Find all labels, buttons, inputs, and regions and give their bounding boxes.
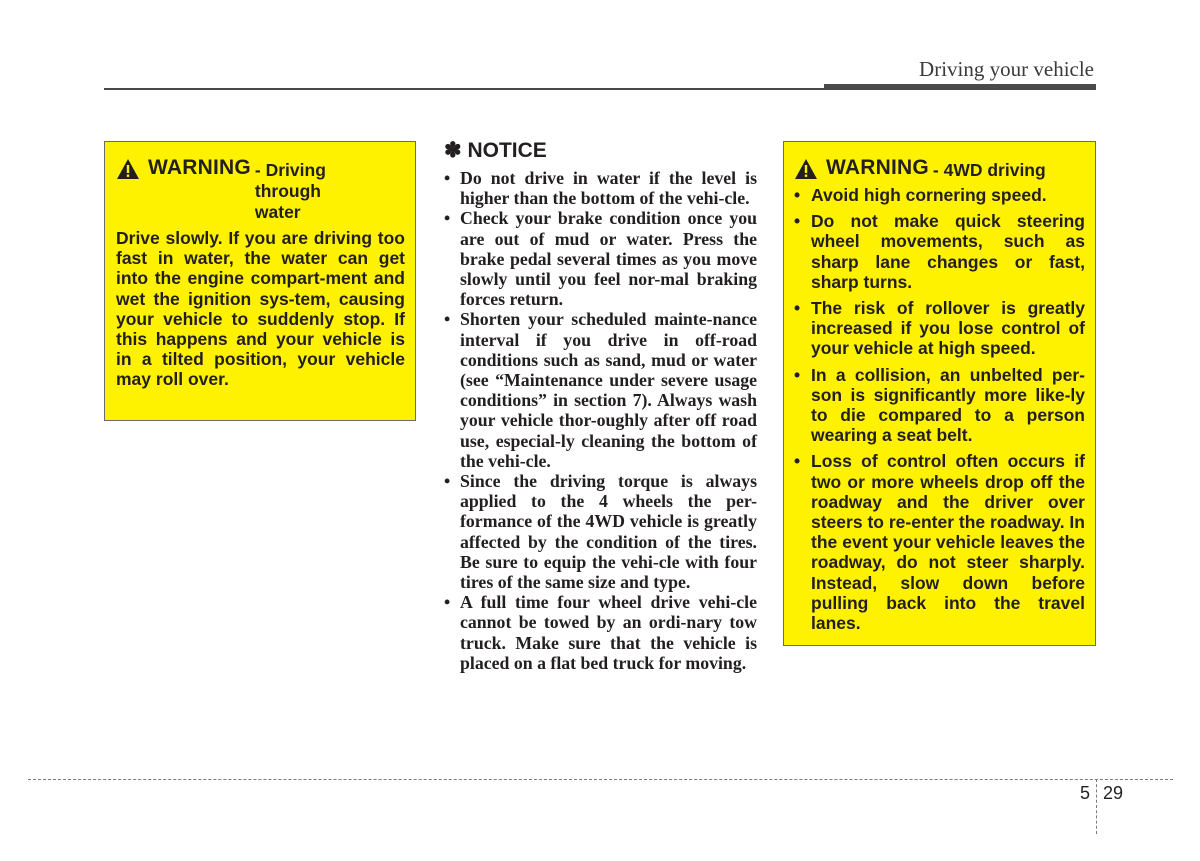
warning-body-text: Drive slowly. If you are driving too fast in water, the water can get into the engine compart-ment and wet the ignition sys-tem, causing your vehicle to suddenly stop. If this happens and your vehicle is in a tilted position, your vehicle may roll over. <box>116 228 405 390</box>
notice-item-text: Check your brake condition once you are out of mud or water. Press the brake pedal several times as you move slowly until you feel nor-mal braking forces return. <box>460 208 757 310</box>
bullet-icon: • <box>794 298 801 319</box>
bullet-icon: • <box>444 309 451 330</box>
notice-item-text: Do not drive in water if the level is higher than the bottom of the vehi-cle. <box>460 168 757 209</box>
warning-heading <box>116 156 405 223</box>
bullet-icon: • <box>794 185 801 205</box>
notice-item <box>444 471 757 592</box>
footer-dashed-divider <box>1096 779 1097 834</box>
warning-box-4wd-driving <box>783 141 1096 646</box>
header-rule <box>104 88 824 90</box>
notice-heading <box>444 138 757 163</box>
warning-item-text: Do not make quick steering wheel movements, such as sharp lane changes or fast, sharp turns. <box>811 211 1085 292</box>
warning-heading <box>794 156 1085 181</box>
notice-item-text: A full time four wheel drive vehi-cle cannot be towed by an ordi-nary tow truck. Make sure that the vehicle is placed on a flat bed truck for moving. <box>460 592 757 673</box>
notice-list <box>444 168 757 673</box>
warning-subtitle: - Driving through water <box>254 160 326 222</box>
warning-item-text: In a collision, an unbelted per-son is significantly more like-ly to die compared to a person wearing a seat belt. <box>811 364 1085 446</box>
warning-triangle-icon <box>116 158 140 180</box>
warning-triangle-icon <box>794 158 818 180</box>
warning-item <box>794 211 1085 292</box>
bullet-icon: • <box>794 364 801 385</box>
section-title: Driving your vehicle <box>919 57 1094 81</box>
notice-item <box>444 208 757 309</box>
notice-item <box>444 592 757 673</box>
warning-item <box>794 451 1085 633</box>
warning-item <box>794 185 1085 205</box>
notice-item <box>444 168 757 208</box>
warning-list <box>794 185 1085 633</box>
notice-symbol-icon: ✽ <box>444 139 462 162</box>
bullet-icon: • <box>444 168 451 188</box>
warning-item-text: Loss of control often occurs if two or more wheels drop off the roadway and the driver over steers to re-enter the roadway. In the event your vehicle leaves the roadway, do not steer sharply. Instead, slow down before pulling back into the travel lanes. <box>811 451 1085 634</box>
bullet-icon: • <box>444 592 451 613</box>
footer-dashed-rule <box>28 779 1173 780</box>
notice-item-text: Shorten your scheduled mainte-nance interval if you drive in off-road conditions such as sand, mud or water (see “Maintenance under severe usage conditions” in section 7). Always wash your vehicle thor-oughly after off road use, especial-ly cleaning the bottom of the vehi-cle. <box>460 309 757 471</box>
warning-item-text: Avoid high cornering speed. <box>811 185 1047 205</box>
warning-item-text: The risk of rollover is greatly increased if you lose control of your vehicle at high speed. <box>811 298 1085 359</box>
chapter-number: 5 <box>1080 783 1091 803</box>
notice-item-text: Since the driving torque is always applied to the 4 wheels the per-formance of the 4WD vehicle is greatly affected by the condition of the tires. Be sure to equip the vehi-cle with four tires of the same size and type. <box>460 471 757 593</box>
bullet-icon: • <box>794 451 801 472</box>
notice-section <box>444 138 757 673</box>
notice-item <box>444 309 757 471</box>
bullet-icon: • <box>444 208 451 229</box>
warning-subtitle: - 4WD driving <box>932 160 1046 180</box>
page-number: 29 <box>1103 783 1124 803</box>
header-rule-accent <box>824 84 1096 90</box>
warning-label: WARNING <box>148 156 251 179</box>
notice-heading-label: NOTICE <box>467 139 547 162</box>
bullet-icon: • <box>444 471 451 492</box>
warning-label: WARNING <box>826 156 929 179</box>
warning-item <box>794 365 1085 446</box>
bullet-icon: • <box>794 211 801 232</box>
warning-box-driving-through-water <box>104 141 416 421</box>
warning-item <box>794 298 1085 359</box>
